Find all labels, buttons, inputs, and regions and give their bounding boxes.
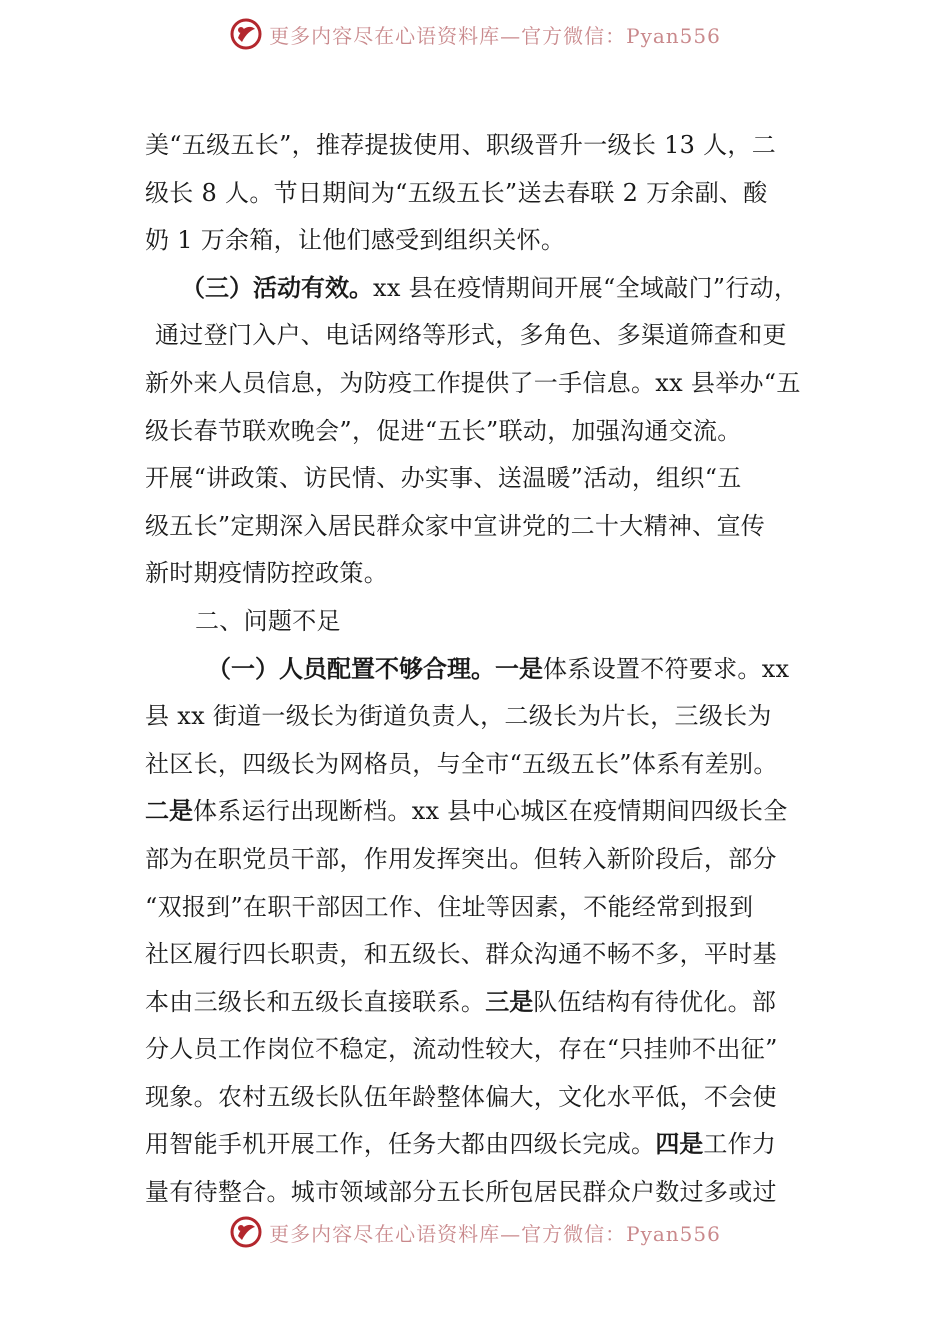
heading-bold: （三）活动有效。 [181, 273, 373, 302]
line-text: 体系运行出现断档。xx 县中心城区在疫情期间四级长全 [193, 797, 788, 826]
line-text: 级长 8 人。节日期间为“五级五长”送去春联 2 万余副、酸 [145, 178, 768, 207]
line-text: 新外来人员信息，为防疫工作提供了一手信息。xx 县举办“五 [145, 368, 801, 397]
point-bold: 四是 [655, 1130, 704, 1159]
line-text: 社区履行四长职责，和五级长、群众沟通不畅不多，平时基 [145, 940, 777, 969]
text-line [145, 836, 825, 884]
point-bold: 三是 [485, 987, 534, 1016]
line-text: 美“五级五长”，推荐提拔使用、职级晋升一级长 13 人，二 [145, 131, 777, 159]
line-text: 工作力 [703, 1130, 777, 1159]
line-text: 部为在职党员干部，作用发挥突出。但转入新阶段后，部分 [145, 844, 777, 873]
line-text: 通过登门入户、电话网络等形式，多角色、多渠道筛查和更 [155, 321, 787, 350]
text-line [145, 884, 825, 932]
header-watermark-text: 更多内容尽在心语资料库—官方微信：Pyan556 [269, 23, 721, 48]
line-text: 现象。农村五级长队伍年龄整体偏大，文化水平低，不会使 [145, 1082, 777, 1111]
text-line [145, 1074, 825, 1122]
text-line [145, 1026, 825, 1074]
logo-icon [229, 17, 263, 51]
text-line [145, 693, 825, 741]
text-line [145, 931, 825, 979]
footer-watermark-text: 更多内容尽在心语资料库—官方微信：Pyan556 [269, 1221, 721, 1246]
text-line [145, 122, 825, 170]
text-line [145, 312, 825, 360]
line-text: 社区长，四级长为网格员，与全市“五级五长”体系有差别。 [145, 749, 778, 778]
text-line [145, 360, 825, 408]
text-line [145, 170, 825, 218]
line-text: 级五长”定期深入居民群众家中宣讲党的二十大精神、宣传 [145, 511, 766, 540]
text-line [145, 979, 825, 1027]
line-text: 二、问题不足 [195, 606, 341, 635]
text-line [145, 788, 825, 836]
logo-icon [229, 1215, 263, 1249]
line-text: 队伍结构有待优化。部 [533, 987, 777, 1016]
document-body [145, 122, 825, 1217]
header-watermark [0, 12, 950, 56]
section-heading-activities [145, 265, 825, 313]
section-heading-problems [145, 598, 825, 646]
text-line [145, 550, 825, 598]
text-line [145, 217, 825, 265]
line-text: 体系设置不符要求。xx [543, 654, 790, 683]
line-text: 开展“讲政策、访民情、办实事、送温暖”活动，组织“五 [145, 464, 742, 493]
line-text: “双报到”在职干部因工作、住址等因素，不能经常到报到 [145, 892, 754, 921]
text-line [145, 408, 825, 456]
line-text: 用智能手机开展工作，任务大都由四级长完成。 [145, 1130, 656, 1159]
text-line [145, 503, 825, 551]
text-line [145, 455, 825, 503]
line-text: 分人员工作岗位不稳定，流动性较大，存在“只挂帅不出征” [145, 1035, 778, 1064]
line-text: 量有待整合。城市领域部分五长所包居民群众户数过多或过 [145, 1178, 777, 1207]
line-text: 新时期疫情防控政策。 [145, 559, 388, 588]
line-text: 奶 1 万余箱，让他们感受到组织关怀。 [145, 226, 566, 255]
footer-watermark [0, 1210, 950, 1254]
heading-bold: （一）人员配置不够合理。一是 [207, 654, 543, 683]
line-text: 级长春节联欢晚会”，促进“五长”联动，加强沟通交流。 [145, 416, 742, 445]
subsection-heading-staffing [145, 646, 825, 694]
point-bold: 二是 [145, 797, 193, 826]
text-line [145, 1121, 825, 1169]
text-line [145, 741, 825, 789]
line-text: xx 县在疫情期间开展“全域敲门”行动， [373, 273, 799, 302]
line-text: 本由三级长和五级长直接联系。 [145, 987, 486, 1016]
line-text: 县 xx 街道一级长为街道负责人，二级长为片长，三级长为 [145, 702, 772, 731]
